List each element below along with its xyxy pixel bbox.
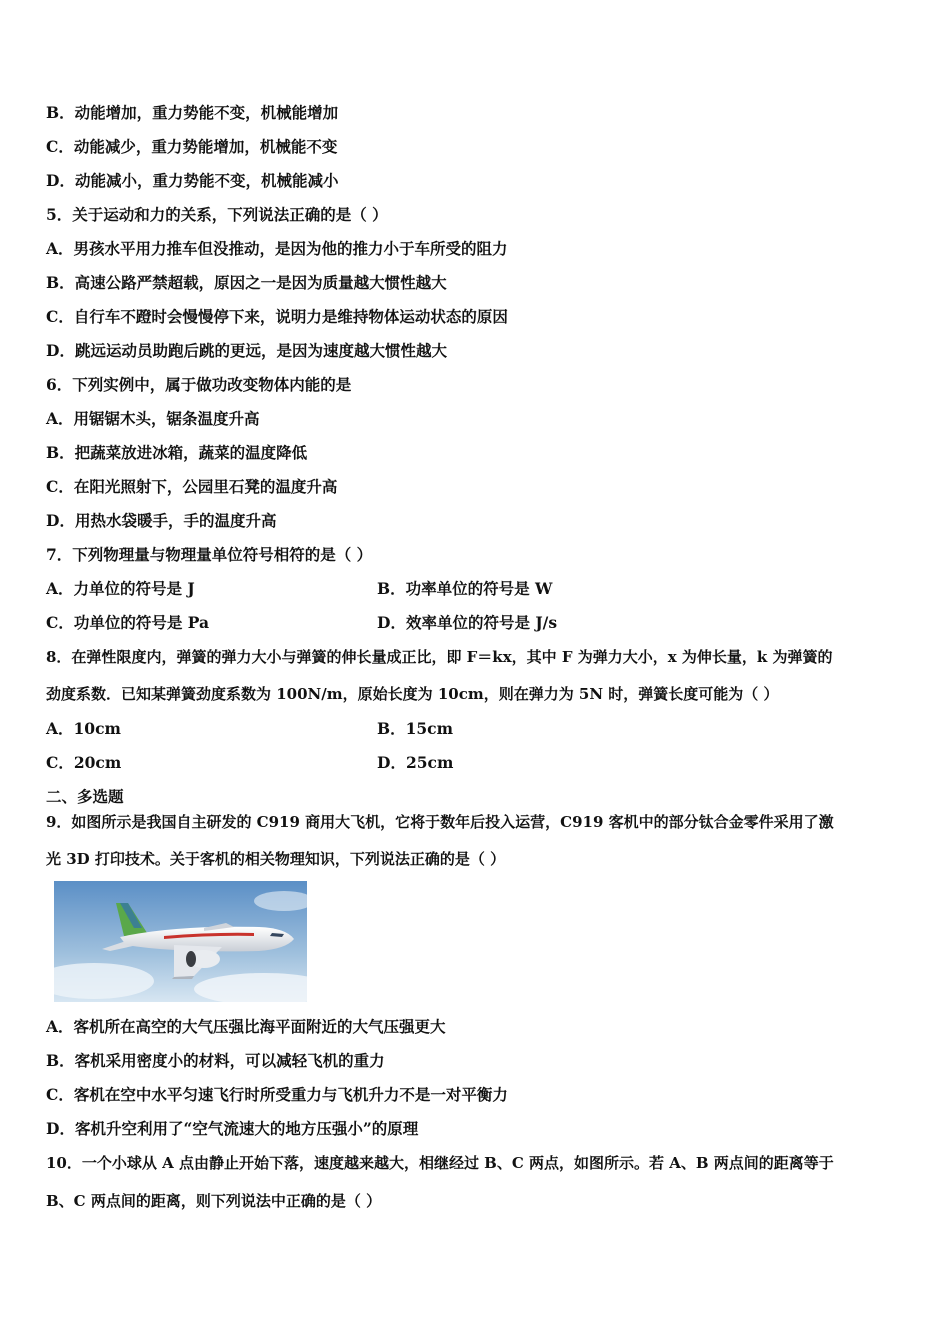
- q7-option-c: C．功单位的符号是 Pa: [46, 613, 210, 632]
- q4-option-b: B．动能增加，重力势能不变，机械能增加: [46, 103, 339, 122]
- q7-stem: 7．下列物理量与物理量单位符号相符的是（ ）: [46, 545, 373, 564]
- q6-option-a: A．用锯锯木头，锯条温度升高: [46, 409, 260, 428]
- q7-option-a: A．力单位的符号是 J: [46, 579, 195, 598]
- section-multiple-choice-title: 二、多选题: [46, 787, 124, 806]
- q9-option-a: A．客机所在高空的大气压强比海平面附近的大气压强更大: [46, 1017, 446, 1036]
- q5-option-d: D．跳远运动员助跑后跳的更远，是因为速度越大惯性越大: [46, 341, 447, 360]
- q6-stem: 6．下列实例中，属于做功改变物体内能的是: [46, 375, 352, 394]
- q5-option-a: A．男孩水平用力推车但没推动，是因为他的推力小于车所受的阻力: [46, 239, 508, 258]
- q8-option-c: C．20cm: [46, 753, 122, 772]
- q8-stem-line1: 8．在弹性限度内，弹簧的弹力大小与弹簧的伸长量成正比，即 F＝kx，其中 F 为弹力大小，x 为伸长量，k 为弹簧的: [46, 648, 833, 666]
- q9-option-c: C．客机在空中水平匀速飞行时所受重力与飞机升力不是一对平衡力: [46, 1085, 508, 1104]
- q10-stem-line2: B、C 两点间的距离，则下列说法中正确的是（ ）: [46, 1192, 382, 1210]
- q4-option-c: C．动能减少，重力势能增加，机械能不变: [46, 137, 338, 156]
- q8-stem-line2: 劲度系数．已知某弹簧劲度系数为 100N/m，原始长度为 10cm，则在弹力为 5N 时，弹簧长度可能为（ ）: [46, 685, 779, 703]
- q6-option-d: D．用热水袋暖手，手的温度升高: [46, 511, 277, 530]
- q10-stem-line1: 10．一个小球从 A 点由静止开始下落，速度越来越大，相继经过 B、C 两点，如图所示。若 A、B 两点间的距离等于: [46, 1154, 834, 1172]
- q9-option-b: B．客机采用密度小的材料，可以减轻飞机的重力: [46, 1051, 385, 1070]
- q7-option-b: B．功率单位的符号是 W: [377, 579, 553, 598]
- q5-stem: 5．关于运动和力的关系，下列说法正确的是（ ）: [46, 205, 388, 224]
- q5-option-c: C．自行车不蹬时会慢慢停下来，说明力是维持物体运动状态的原因: [46, 307, 508, 326]
- q4-option-d: D．动能减小，重力势能不变，机械能减小: [46, 171, 339, 190]
- q8-option-d: D．25cm: [377, 753, 454, 772]
- q6-option-c: C．在阳光照射下，公园里石凳的温度升高: [46, 477, 338, 496]
- q6-option-b: B．把蔬菜放进冰箱，蔬菜的温度降低: [46, 443, 308, 462]
- q9-option-d: D．客机升空利用了“空气流速大的地方压强小”的原理: [46, 1119, 419, 1138]
- q9-stem-line1: 9．如图所示是我国自主研发的 C919 商用大飞机，它将于数年后投入运营，C919 客机中的部分钛合金零件采用了激: [46, 813, 834, 831]
- q7-option-d: D．效率单位的符号是 J/s: [377, 613, 558, 632]
- q8-option-b: B．15cm: [377, 719, 454, 738]
- q5-option-b: B．高速公路严禁超载，原因之一是因为质量越大惯性越大: [46, 273, 447, 292]
- c919-airplane-image: [54, 881, 307, 1002]
- q9-stem-line2: 光 3D 打印技术。关于客机的相关物理知识，下列说法正确的是（ ）: [46, 850, 506, 868]
- q8-option-a: A．10cm: [46, 719, 121, 738]
